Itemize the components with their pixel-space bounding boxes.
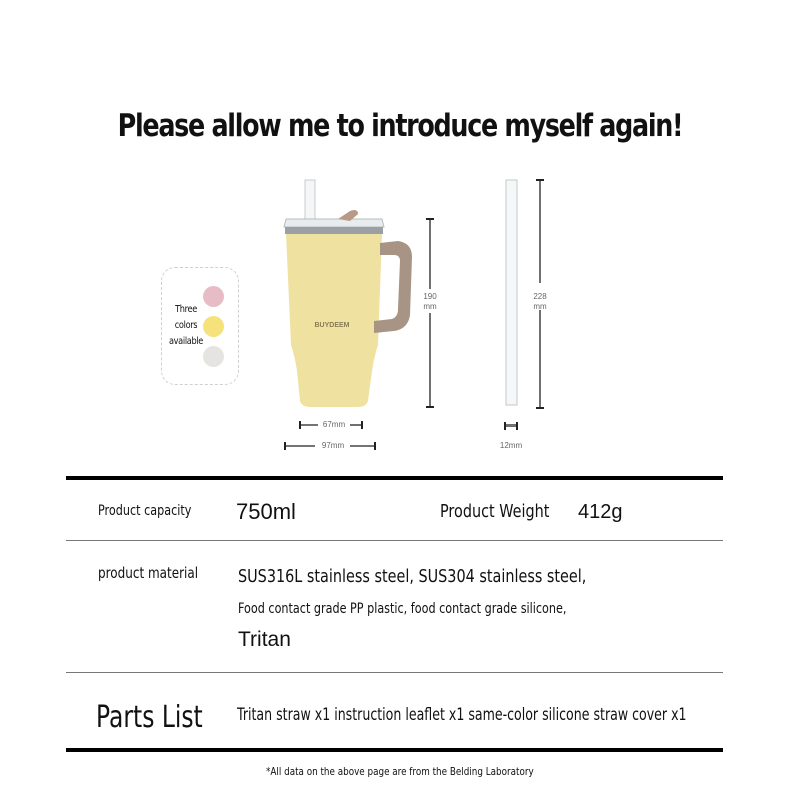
colors-text-line: Three: [175, 304, 197, 315]
material-line-2: Food contact grade PP plastic, food contact grade silicone,: [238, 601, 567, 617]
straw-length-value: 228: [533, 292, 547, 301]
capacity-label: Product capacity: [98, 503, 192, 519]
colors-text-line: colors: [174, 320, 198, 331]
colors-available-text: [165, 302, 208, 350]
mug-illustration: [270, 175, 450, 465]
steel-rim: [285, 227, 383, 234]
mug-lid: [284, 219, 384, 227]
straw-length-label: [528, 292, 552, 312]
mug-width-label: 97mm: [321, 441, 345, 450]
brand-logo: BUYDEEM: [314, 322, 350, 329]
mug-height-label: [418, 292, 442, 312]
material-line-3: Tritan: [238, 628, 291, 651]
weight-label: Product Weight: [440, 501, 550, 522]
straw-length-unit: mm: [533, 302, 547, 311]
mug-height-value: 190: [423, 292, 437, 301]
material-label: product material: [98, 564, 199, 582]
mug-body: [286, 234, 382, 407]
color-swatch-pink: [203, 286, 224, 307]
colors-text-line: available: [168, 336, 204, 347]
parts-list-value: Tritan straw x1 instruction leaflet x1 same-color silicone straw cover x1: [237, 705, 687, 725]
page-title: Please allow me to introduce myself again!: [117, 108, 683, 144]
row-divider: [66, 672, 723, 673]
capacity-value: 750ml: [236, 499, 296, 524]
weight-value: 412g: [578, 501, 623, 523]
footnote: *All data on the above page are from the Belding Laboratory: [266, 765, 534, 778]
straw-diameter-mark: [503, 421, 519, 431]
table-top-rule: [66, 476, 723, 480]
row-divider: [66, 540, 723, 541]
material-line-1: SUS316L stainless steel, SUS304 stainless steel,: [238, 566, 587, 587]
table-bottom-rule: [66, 748, 723, 752]
mug-height-unit: mm: [423, 302, 437, 311]
color-swatch-yellow: [203, 316, 224, 337]
mug-straw: [305, 180, 315, 225]
parts-list-label: Parts List: [96, 700, 203, 735]
straw-diameter-label: 12mm: [499, 441, 523, 450]
color-swatch-gray: [203, 346, 224, 367]
mug-base-label: 67mm: [322, 420, 346, 429]
straw: [506, 180, 517, 405]
